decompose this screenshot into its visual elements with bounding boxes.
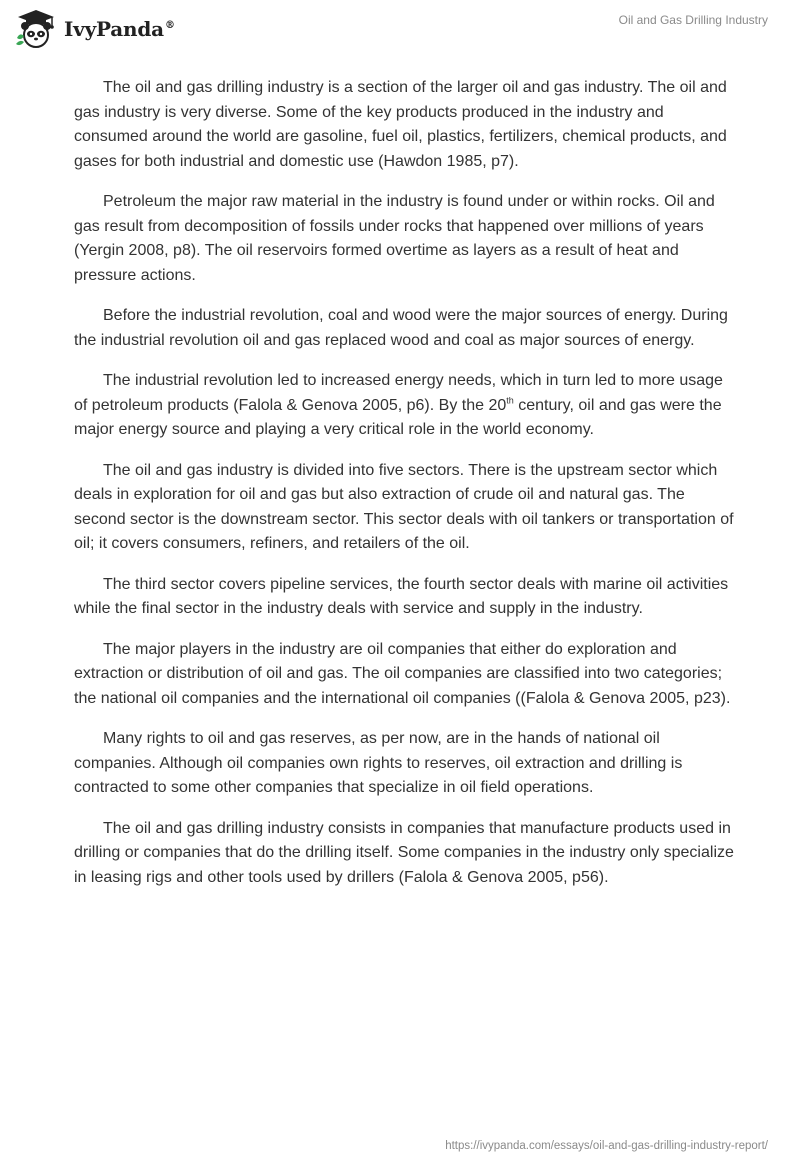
paragraph: The industrial revolution led to increased energy needs, which in turn led to more usage of petroleum products (Falola & Genova 2005, p6). By the 20th century, oil and gas were the major energy source and playing a very critical role in the world economy.	[74, 372, 723, 438]
source-url[interactable]: https://ivypanda.com/essays/oil-and-gas-drilling-industry-report/	[445, 1140, 768, 1152]
paragraph: The oil and gas drilling industry consists in companies that manufacture products used in drilling or companies that do the drilling itself. Some companies in the industry only specialize in leasing rigs and other tools used by drillers (Falola & Genova 2005, p56).	[74, 819, 734, 886]
document-title: Oil and Gas Drilling Industry	[618, 13, 768, 27]
paragraph: The oil and gas drilling industry is a section of the larger oil and gas industry. The oil and gas industry is very diverse. Some of the key products produced in the industry and consumed around the world are gasoline, fuel oil, plastics, fertilizers, chemical products, and gases for both industrial and domestic use (Hawdon 1985, p7).	[74, 79, 727, 170]
paragraph: Before the industrial revolution, coal and wood were the major sources of energy. During the industrial revolution oil and gas replaced wood and coal as major sources of energy.	[74, 307, 728, 349]
page-header	[0, 0, 800, 60]
paragraph: The major players in the industry are oil companies that either do exploration and extraction or distribution of oil and gas. The oil companies are classified into two categories; the national oil companies and the international oil companies ((Falola & Genova 2005, p23).	[74, 640, 731, 707]
paragraph: Petroleum the major raw material in the industry is found under or within rocks. Oil and gas result from decomposition of fossils under rocks that happened over millions of years (Yergin 2008, p8). The oil reservoirs formed overtime as layers as a result of heat and pressure actions.	[74, 193, 715, 284]
paragraph: The oil and gas industry is divided into five sectors. There is the upstream sector which deals in exploration for oil and gas but also extraction of crude oil and natural gas. The second sector is the downstream sector. This sector deals with oil tankers or transportation of oil; it covers consumers, refiners, and retailers of the oil.	[74, 461, 734, 552]
brand-logo[interactable]	[14, 8, 175, 50]
panda-graduate-icon	[14, 8, 58, 50]
essay-body	[74, 76, 734, 906]
brand-name: IvyPanda®	[64, 17, 175, 41]
paragraph: The third sector covers pipeline services, the fourth sector deals with marine oil activities while the final sector in the industry deals with service and supply in the industry.	[74, 575, 729, 617]
paragraph: Many rights to oil and gas reserves, as per now, are in the hands of national oil companies. Although oil companies own rights to reserves, oil extraction and drilling is contracted to some other companies that specialize in oil field operations.	[74, 730, 683, 796]
